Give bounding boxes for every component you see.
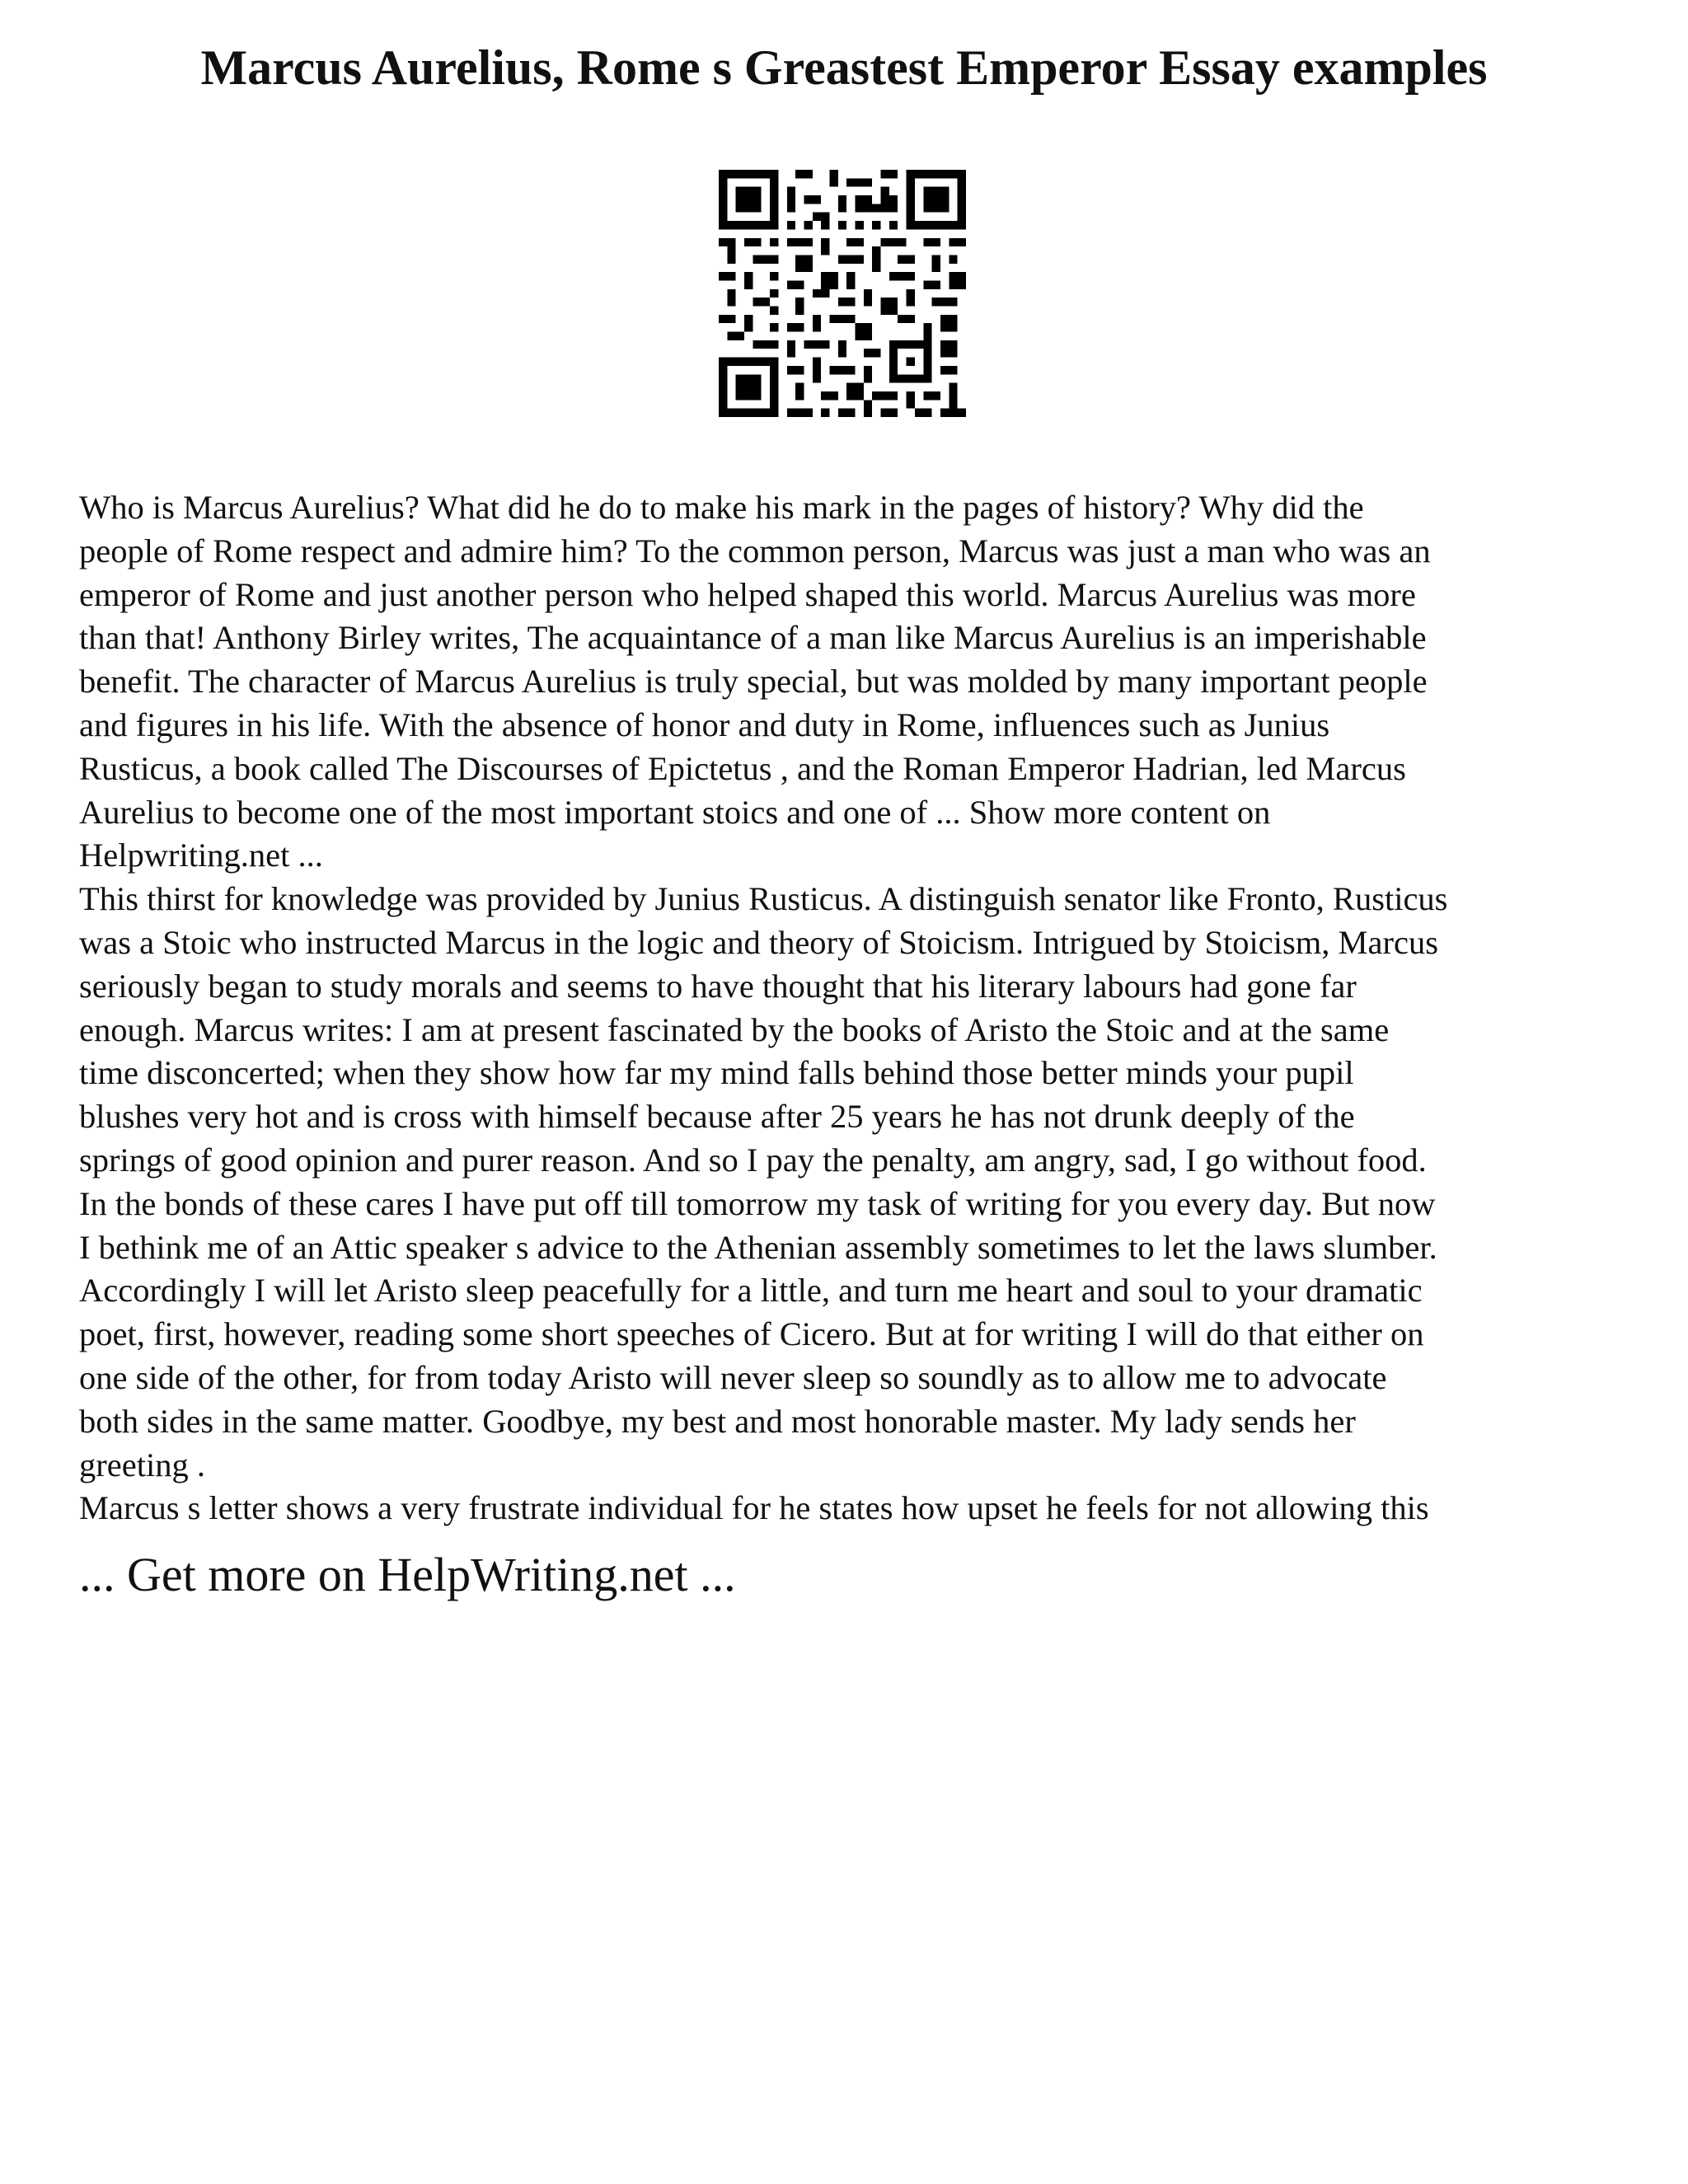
qr-code-icon bbox=[719, 170, 966, 417]
essay-paragraph-2: This thirst for knowledge was provided by Junius Rusticus. A distinguish senator like Fronto, Rusticus was a Stoic who instructed Marcus in the logic and theory of Stoicism. Intrigued by Stoicism, Marcus seriously began to study morals and seems to have thought that his literary labours had gone far enough. Marcus writes: I am at present fascinated by the books of Aristo the Stoic and at the same time disconcerted; when they show how far my mind falls behind those better minds your pupil blushes very hot and is cross with himself because after 25 years he has not drunk deeply of the springs of good opinion and purer reason. And so I pay the penalty, am angry, sad, I go without food. In the bonds of these cares I have put off till tomorrow my task of writing for you every day. But now I bethink me of an Attic speaker s advice to the Athenian assembly sometimes to let the laws slumber. Accordingly I will let Aristo sleep peacefully for a little, and turn me heart and soul to your dramatic poet, first, however, reading some short speeches of Cicero. But at for writing I will do that either on one side of the other, for from today Aristo will never sleep so soundly as to allow me to advocate both sides in the same matter. Goodbye, my best and most honorable master. My lady sends her greeting . bbox=[79, 880, 1448, 1483]
page-title: Marcus Aurelius, Rome s Greastest Emperor Essay examples bbox=[200, 40, 1488, 95]
qr-code-graphic bbox=[719, 170, 966, 417]
get-more-link[interactable]: ... Get more on HelpWriting.net ... bbox=[79, 1548, 736, 1601]
essay-paragraph-1: Who is Marcus Aurelius? What did he do to make his mark in the pages of history? Why did the people of Rome respect and admire him? To the common person, Marcus was just a man who was an emperor of Rome and just another person who helped shaped this world. Marcus Aurelius was more than that! Anthony Birley writes, The acquaintance of a man like Marcus Aurelius is an imperishable benefit. The character of Marcus Aurelius is truly special, but was molded by many important people and figures in his life. With the absence of honor and duty in Rome, influences such as Junius Rusticus, a book called The Discourses of Epictetus , and the Roman Emperor Hadrian, led Marcus Aurelius to become one of the most important stoics and one of ... Show more content on Helpwriting.net ... bbox=[79, 489, 1431, 874]
essay-body bbox=[79, 486, 1629, 1530]
essay-paragraph-3: Marcus s letter shows a very frustrate individual for he states how upset he feels for not allowing this bbox=[79, 1489, 1429, 1527]
